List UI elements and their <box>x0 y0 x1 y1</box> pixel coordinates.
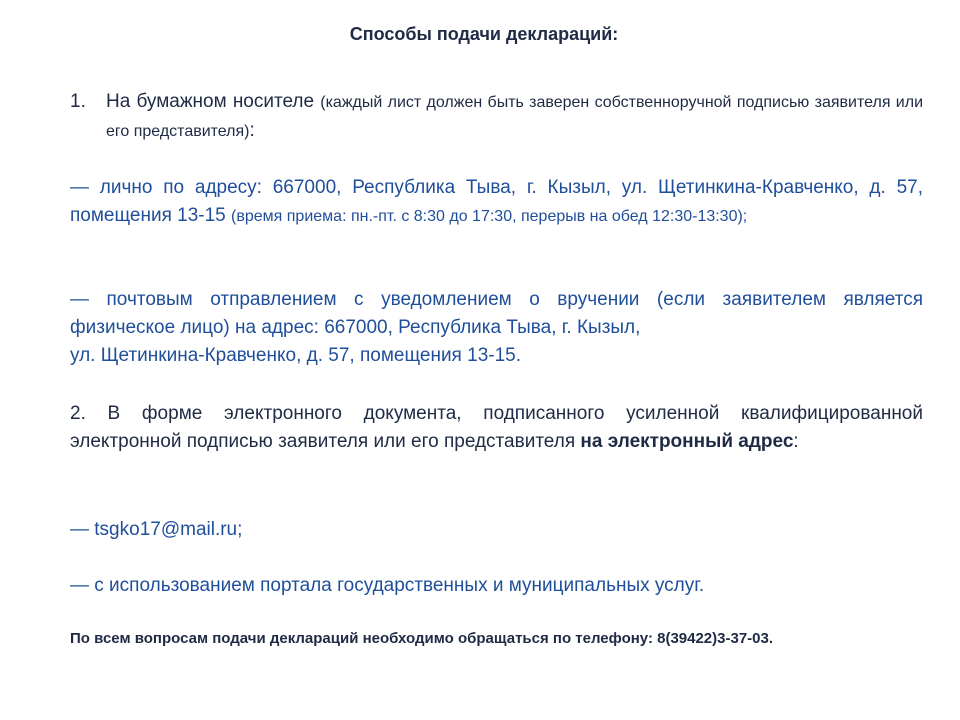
email-address: tsgko17@mail.ru; <box>94 519 243 540</box>
option-portal-text: с использованием портала государственных и муниципальных услуг. <box>94 575 705 596</box>
item-electronic-text: 2. В форме электронного документа, подписанного усиленной квалифицированной электронной подписью заявителя или его представителя <box>70 403 923 452</box>
option-personal-text: лично по адресу: 667000, Республика Тыва, г. Кызыл, ул. Щетинкина-Кравченко, д. 57, помещения 13-15 <box>70 177 923 226</box>
item-paper <box>70 88 923 146</box>
item-paper-note: (каждый лист должен быть заверен собственноручной подписью заявителя или его представителя) <box>106 94 924 140</box>
option-postal-text: почтовым отправлением с уведомлением о вручении (если заявителем является физическое лицо) на адрес: 667000, Республика Тыва, г. Кызыл, <box>70 289 923 338</box>
item-paper-colon: : <box>249 120 255 141</box>
item-paper-content <box>106 88 923 146</box>
item-electronic-colon: : <box>793 431 799 452</box>
dash: — <box>70 289 89 310</box>
item-electronic <box>70 400 923 456</box>
dash: — <box>70 519 89 540</box>
option-postal-address: ул. Щетинкина-Кравченко, д. 57, помещения 13-15. <box>70 345 521 366</box>
dash: — <box>70 177 89 198</box>
item-number: 1. <box>70 91 86 112</box>
page-title: Способы подачи деклараций: <box>349 24 619 44</box>
dash: — <box>70 575 89 596</box>
option-postal <box>70 286 923 342</box>
item-electronic-bold: на электронный адрес <box>580 431 794 452</box>
footer-contact: По всем вопросам подачи деклараций необходимо обращаться по телефону: 8(39422)3-37-03. <box>70 630 774 647</box>
item-paper-title: На бумажном носителе <box>106 91 315 112</box>
option-portal <box>70 572 923 600</box>
option-email <box>70 516 923 544</box>
option-personal-hours: (время приема: пн.-пт. с 8:30 до 17:30, перерыв на обед 12:30-13:30); <box>231 208 748 225</box>
option-personal <box>70 174 923 231</box>
